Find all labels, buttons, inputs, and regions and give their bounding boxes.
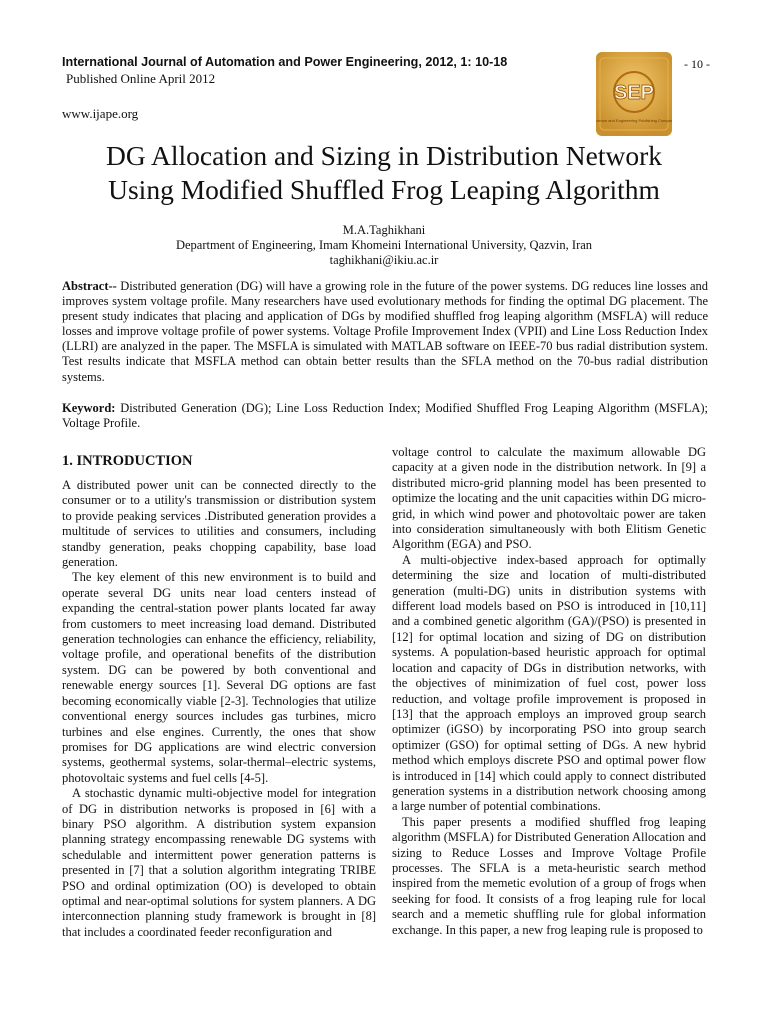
journal-citation: International Journal of Automation and Power Engineering, 2012, 1: 10-18 [62, 55, 508, 69]
left-column [62, 478, 376, 940]
author-name: M.A.Taghikhani [342, 223, 426, 237]
abstract [62, 279, 708, 385]
svg-text:Science and Engineering Publis: Science and Engineering Publishing Company [596, 118, 672, 123]
author-affiliation: Department of Engineering, Imam Khomeini International University, Qazvin, Iran [175, 238, 593, 252]
journal-website-link[interactable]: www.ijape.org [62, 106, 139, 121]
keywords-label: Keyword: [62, 401, 116, 415]
published-online-date: Published Online April 2012 [66, 71, 216, 86]
paragraph: A distributed power unit can be connected directly to the consumer or to a utility's transmission or distribution system to provide peaking services .Distributed generation provides a multitude of services to utilities and consumers, including standby generation, peaks chopping capability, base load generation. [62, 478, 376, 570]
paragraph: voltage control to calculate the maximum allowable DG capacity at a given node in the distribution network. In [9] a distributed micro-grid planning model has been presented to optimize the locating and the unit capacities within DG micro-grid, in which wind power and photovoltaic power are taken into consideration simultaneously with both Elitism Genetic Algorithm (EGA) and PSO. [392, 445, 706, 552]
paragraph: A stochastic dynamic multi-objective model for integration of DG in distribution networks is proposed in [6] with a binary PSO algorithm. A distribution system expansion planning strategy encompassing renewable DG systems with schedulable and intermittent power generation patterns is presented in [7] that a solution algorithm integrating TRIBE PSO and ordinal optimization (OO) is developed to obtain optimal and near-optimal solutions for system planners. A DG interconnection planning study framework is brought in [8] that includes a coordinated feeder reconfiguration and [62, 786, 376, 939]
section-heading-introduction: 1. INTRODUCTION [62, 453, 193, 469]
paragraph: A multi-objective index-based approach for optimally determining the size and location of multi-distributed generation (multi-DG) units in distribution systems with different load models based on PSO is introduced in [10,11] and a combined genetic algorithm (GA)/(PSO) is presented in [12] for optimal location and sizing of DG on distribution systems. A population-based heuristic approach for optimal location and capacity of DGs in distribution networks, with the objectives of minimization of fuel cost, power loss reduction, and voltage profile improvement is proposed in [13] that the approach employs an improved group search optimizer (iGSO) by incorporating PSO into group search optimizer (GSO) for optimal setting of DGs. A new hybrid method which employs discrete PSO and optimal power flow is introduced in [14] which could apply to connect distributed generation systems in a distribution network choosing among a large number of potential combinations. [392, 552, 706, 814]
svg-text:SEP: SEP [613, 82, 655, 104]
publisher-logo [596, 52, 672, 136]
keywords [62, 401, 708, 431]
abstract-text: Distributed generation (DG) will have a growing role in the future of the power systems. DG reduces line losses and improves system voltage profile. Many researchers have used evolutionary methods for finding the optimal DG placement. The present study indicates that placing and application of DGs by modified shuffled frog leaping algorithm (MSFLA) will reduce losses and improve voltage profile of power systems. Voltage Profile Improvement Index (VPII) and Line Loss Reduction Index (LLRI) are analyzed in the paper. The MSFLA is simulated with MATLAB software on IEEE-70 bus radial distribution system. Test results indicate that MSFLA method can obtain better results than the SFLA method on the 70-bus radial distribution systems. [62, 279, 708, 384]
abstract-label: Abstract-- [62, 279, 117, 293]
paper-title [40, 139, 728, 207]
paper-title-line-1: DG Allocation and Sizing in Distribution Network [105, 140, 663, 171]
author-email[interactable]: taghikhani@ikiu.ac.ir [329, 253, 439, 267]
paragraph: The key element of this new environment is to build and operate several DG units near load centers instead of expanding the central-station power plants located far away from customers to meet increasing load demand. Distributed generation technologies can enhance the efficiency, reliability, voltage profile, and operational benefits of the distribution system. DG can be powered by both conventional and renewable energy sources [1]. Several DG options are fast becoming economically viable [2-3]. Technologies that utilize conventional energy sources includes gas turbines, micro turbines and else engines. Currently, the ones that show promises for DG applications are wind electric conversion systems, geothermal systems, solar-thermal–electric systems, photovoltaic systems and fuel cells [4-5]. [62, 570, 376, 785]
paragraph: This paper presents a modified shuffled frog leaping algorithm (MSFLA) for Distributed Generation Allocation and sizing to Reduce Losses and Improve Voltage Profile processes. The SFLA is a meta-heuristic search method inspired from the memetic evolution of a group of frogs when seeking for food. It consists of a frog leaping rule for local search and a memetic shuffling rule for global information exchange. In this paper, a new frog leaping rule is proposed to [392, 814, 706, 937]
keywords-text: Distributed Generation (DG); Line Loss Reduction Index; Modified Shuffled Frog Leaping Algorithm (MSFLA); Voltage Profile. [62, 401, 708, 431]
page-number: - 10 - [684, 57, 710, 71]
paper-title-line-2: Using Modified Shuffled Frog Leaping Algorithm [108, 174, 660, 205]
right-column [392, 445, 706, 938]
